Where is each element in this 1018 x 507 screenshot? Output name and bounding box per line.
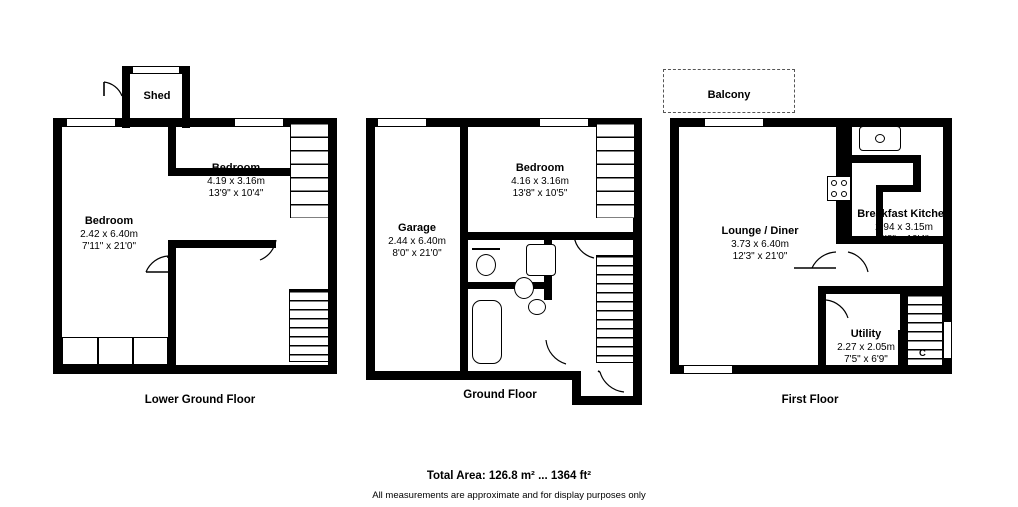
room-label-shed [112, 90, 202, 104]
total-area-text: Total Area: 126.8 m² ... 1364 ft² [426, 470, 592, 482]
window [540, 118, 588, 127]
wall-internal [468, 232, 642, 240]
staircase [596, 255, 634, 363]
room-dim-metric: 2.27 x 2.05m [837, 341, 895, 353]
room-dim-imperial: 7'5" x 6'9" [844, 354, 888, 366]
room-dim-metric: 4.19 x 3.16m [207, 175, 265, 187]
wall [633, 118, 642, 404]
room-dim-metric: 4.16 x 3.16m [511, 175, 569, 187]
floor-title-first: First Floor [781, 394, 839, 406]
room-label-garage [367, 222, 467, 261]
room-dim-metric: 2.94 x 3.15m [875, 221, 933, 233]
wall [466, 371, 576, 380]
footer [0, 470, 1018, 501]
disclaimer-text: All measurements are approximate and for display purposes only [372, 490, 646, 501]
floor-title-ground: Ground Floor [463, 389, 537, 401]
shower-tray [526, 244, 556, 276]
window [378, 118, 426, 127]
room-label-utility [826, 328, 906, 367]
room-name: Bedroom [515, 162, 565, 174]
window [684, 365, 732, 374]
room-name: Bedroom [211, 162, 261, 174]
wc-2 [514, 277, 534, 299]
room-dim-metric: 3.73 x 6.40m [731, 238, 789, 250]
room-label-breakfast-kitchen [852, 208, 956, 247]
staircase [289, 290, 329, 362]
wall-internal [818, 286, 826, 374]
room-name: Garage [398, 222, 436, 234]
hob-ring [841, 180, 847, 186]
window [133, 66, 179, 74]
room-name: Breakfast Kitchen [857, 208, 951, 220]
room-label-bedroom-g [480, 162, 600, 201]
room-label-bedroom-lg-left [53, 215, 165, 254]
bathtub [472, 300, 502, 364]
sink-bowl [875, 134, 885, 143]
hob-ring [831, 191, 837, 197]
room-label-balcony [679, 89, 779, 103]
room-dim-metric: 2.42 x 6.40m [80, 228, 138, 240]
stair-top-detail [596, 123, 634, 218]
stair-edge [289, 289, 329, 291]
window [705, 118, 763, 127]
kitchen-counter-run [844, 155, 921, 163]
wall-internal [468, 282, 546, 289]
wall-internal [168, 248, 176, 366]
room-label-lounge-diner [692, 225, 828, 264]
window [67, 118, 115, 127]
room-dim-imperial: 12'3" x 21'0" [732, 251, 788, 263]
room-name: Shed [143, 90, 171, 102]
hob-ring [841, 191, 847, 197]
wall-internal [168, 240, 276, 248]
basin [528, 299, 546, 315]
room-label-bedroom-lg-right [176, 162, 296, 201]
room-dim-imperial: 8'0" x 21'0" [392, 248, 442, 260]
window [235, 118, 283, 127]
wall [53, 365, 337, 374]
wc-1 [476, 254, 496, 276]
room-name: Bedroom [84, 215, 134, 227]
room-dim-metric: 2.44 x 6.40m [388, 235, 446, 247]
wall [670, 118, 679, 374]
room-dim-imperial: 9'8" x 10'4" [879, 234, 929, 246]
floor-title-lower-ground: Lower Ground Floor [144, 394, 256, 406]
window-bank-div [132, 337, 134, 365]
room-dim-imperial: 13'8" x 10'5" [512, 188, 568, 200]
cupboard-marker: C [919, 348, 926, 359]
wall-internal [818, 286, 952, 294]
hob [827, 176, 851, 201]
wall [366, 371, 466, 380]
window-bank [62, 337, 168, 365]
window-bank-div [97, 337, 99, 365]
room-name: Balcony [707, 89, 751, 101]
hob-ring [831, 180, 837, 186]
room-name: Lounge / Diner [721, 225, 799, 237]
wc-1-cistern [472, 248, 500, 250]
room-dim-imperial: 7'11" x 21'0" [81, 241, 137, 253]
room-dim-imperial: 13'9" x 10'4" [208, 188, 264, 200]
kitchen-counter-run [913, 155, 921, 185]
wall [328, 118, 337, 374]
room-name: Utility [850, 328, 882, 340]
window [943, 322, 952, 358]
